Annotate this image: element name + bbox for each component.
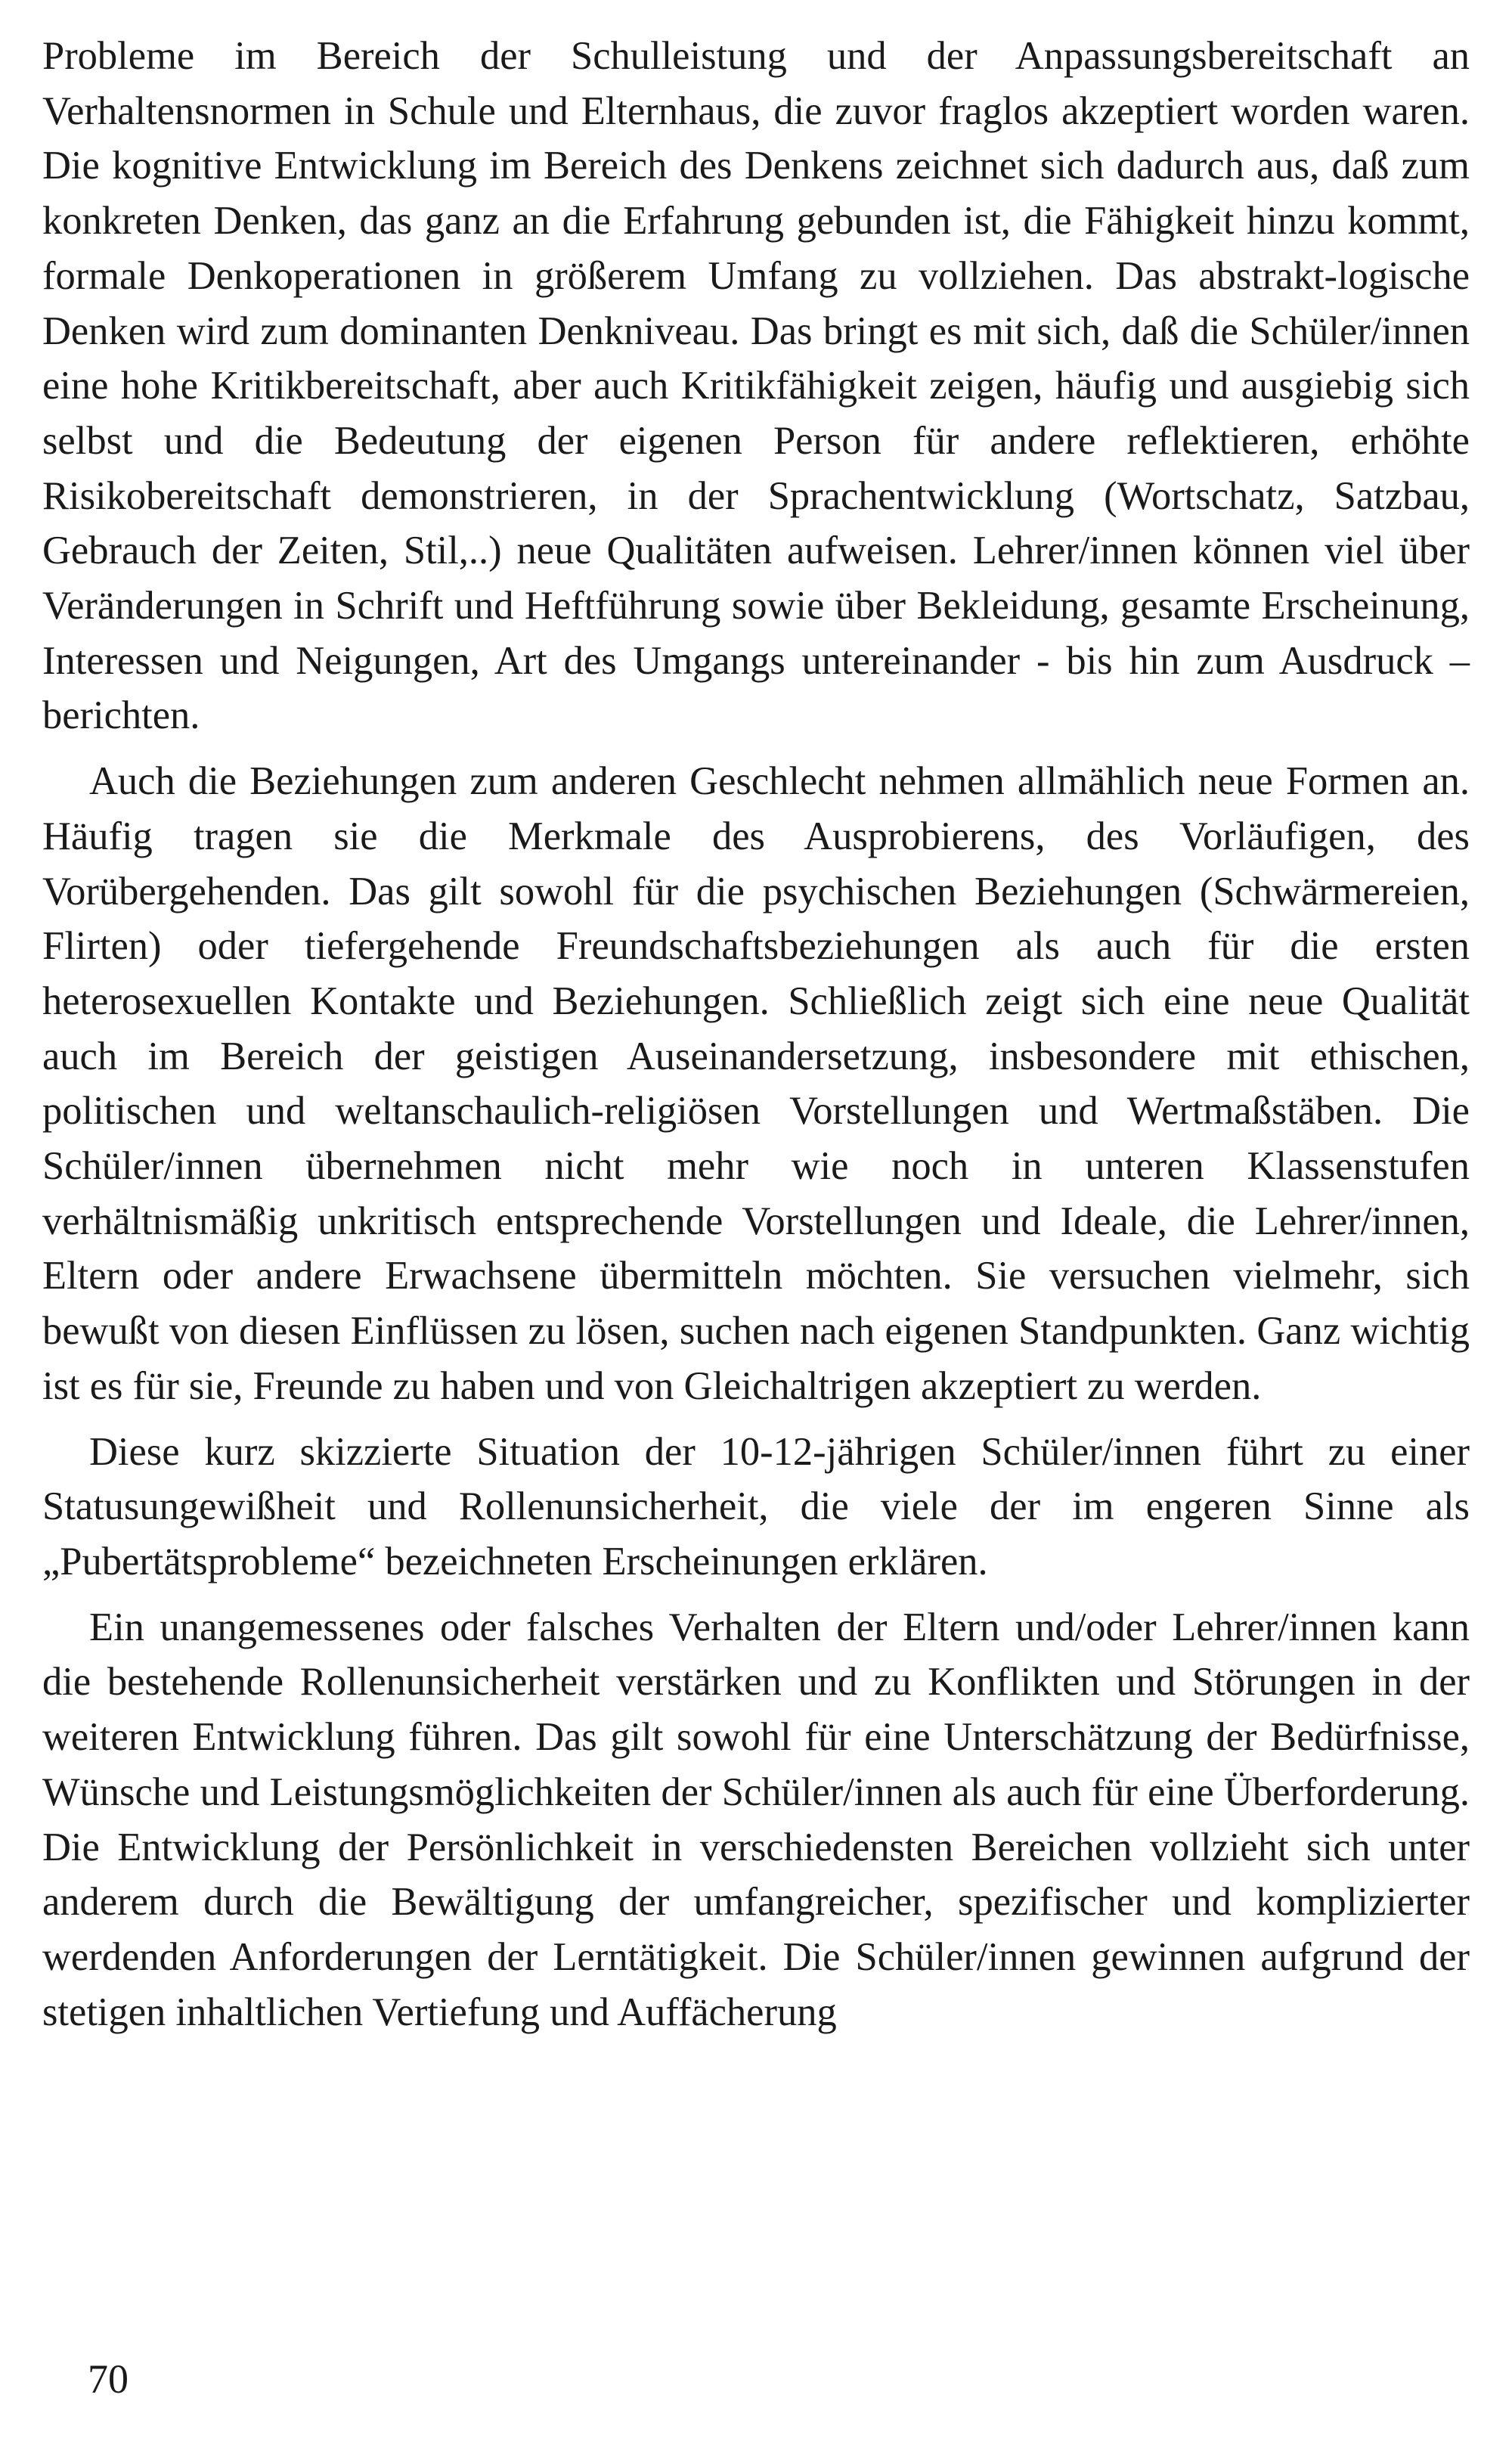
paragraph-3: Diese kurz skizzierte Situation der 10-12-jährigen Schüler/innen führt zu einer Statusungewißheit und Rollenunsicherheit, die viele der im engeren Sinne als „Pubertätsprobleme“ bezeichneten Erscheinungen erklären. (42, 1429, 1470, 1583)
page-body (42, 29, 1470, 2039)
paragraph-1: Probleme im Bereich der Schulleistung und der Anpassungsbereitschaft an Verhaltensnormen in Schule und Elternhaus, die zuvor fraglos akzeptiert worden waren. Die kognitive Entwicklung im Bereich des Denkens zeichnet sich dadurch aus, daß zum konkreten Denken, das ganz an die Erfahrung gebunden ist, die Fähigkeit hinzu kommt, formale Denkoperationen in größerem Umfang zu vollziehen. Das abstrakt-logische Denken wird zum dominanten Denkniveau. Das bringt es mit sich, daß die Schüler/innen eine hohe Kritikbereitschaft, aber auch Kritikfähigkeit zeigen, häufig und ausgiebig sich selbst und die Bedeutung der eigenen Person für andere reflektieren, erhöhte Risikobereitschaft demonstrieren, in der Sprachentwicklung (Wortschatz, Satzbau, Gebrauch der Zeiten, Stil,..) neue Qualitäten aufweisen. Lehrer/innen können viel über Veränderungen in Schrift und Heftführung sowie über Bekleidung, gesamte Erscheinung, Interessen und Neigungen, Art des Umgangs untereinander - bis hin zum Ausdruck – berichten. (42, 34, 1470, 738)
paragraph-2: Auch die Beziehungen zum anderen Geschlecht nehmen allmählich neue Formen an. Häufig tragen sie die Merkmale des Ausprobierens, des Vorläufigen, des Vorübergehenden. Das gilt sowohl für die psychischen Beziehungen (Schwärmereien, Flirten) oder tiefergehende Freundschaftsbeziehungen als auch für die ersten heterosexuellen Kontakte und Beziehungen. Schließlich zeigt sich eine neue Qualität auch im Bereich der geistigen Auseinandersetzung, insbesondere mit ethischen, politischen und weltanschaulich-religiösen Vorstellungen und Wertmaßstäben. Die Schüler/innen übernehmen nicht mehr wie noch in unteren Klassenstufen verhältnismäßig unkritisch entsprechende Vorstellungen und Ideale, die Lehrer/innen, Eltern oder andere Erwachsene übermitteln möchten. Sie versuchen vielmehr, sich bewußt von diesen Einflüssen zu lösen, suchen nach eigenen Standpunkten. Ganz wichtig ist es für sie, Freunde zu haben und von Gleichaltrigen akzeptiert zu werden. (42, 759, 1470, 1408)
page-number: 70 (88, 2356, 129, 2402)
paragraph-4: Ein unangemessenes oder falsches Verhalten der Eltern und/oder Lehrer/innen kann die bestehende Rollenunsicherheit verstärken und zu Konflikten und Störungen in der weiteren Entwicklung führen. Das gilt sowohl für eine Unterschätzung der Bedürfnisse, Wünsche und Leistungsmöglichkeiten der Schüler/innen als auch für eine Überforderung. Die Entwicklung der Persönlichkeit in verschiedensten Bereichen vollzieht sich unter anderem durch die Bewältigung der umfangreicher, spezifischer und komplizierter werdenden Anforderungen der Lerntätigkeit. Die Schüler/innen gewinnen aufgrund der stetigen inhaltlichen Vertiefung und Auffächerung (42, 1605, 1470, 2034)
